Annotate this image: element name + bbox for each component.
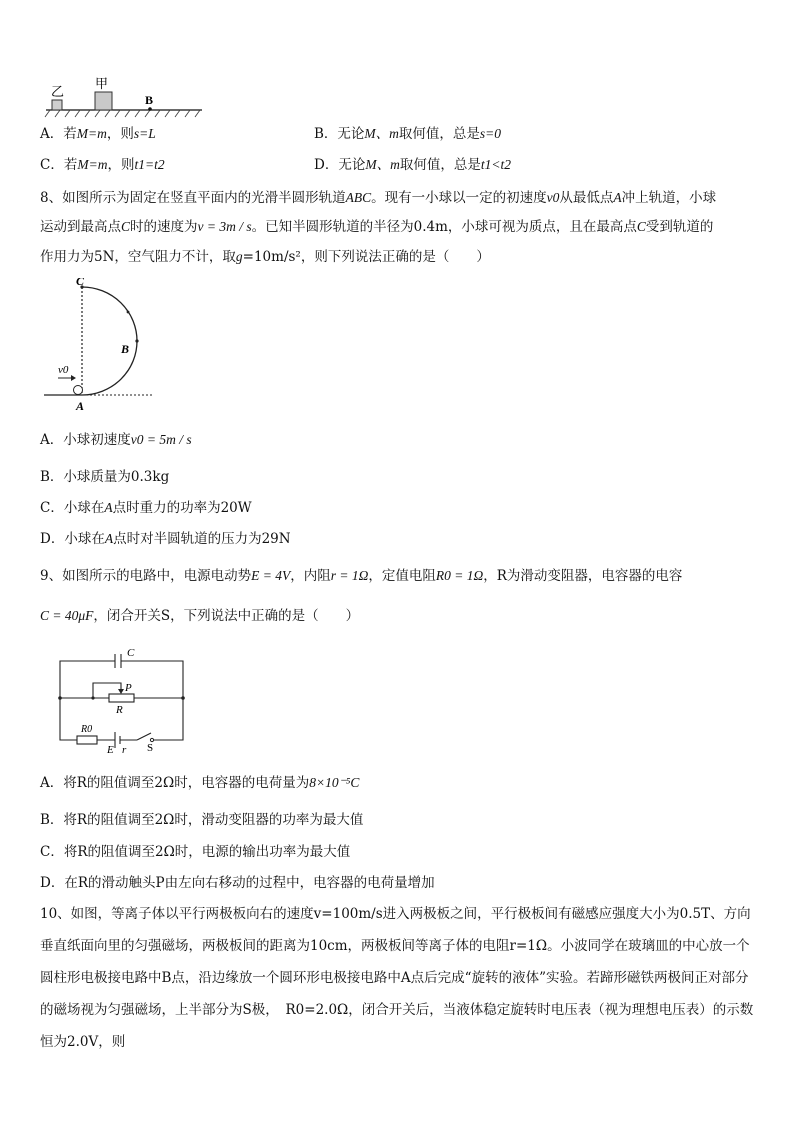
q9-option-a: A．将R的阻值调至2Ω时，电容器的电荷量为8×10⁻⁵C bbox=[40, 775, 360, 791]
q9-circuit bbox=[55, 645, 190, 757]
q9-option-b: B．将R的阻值调至2Ω时，滑动变阻器的功率为最大值 bbox=[40, 812, 364, 828]
q8-option-b: B．小球质量为0.3kg bbox=[40, 469, 170, 485]
label-b: B bbox=[121, 342, 130, 356]
point-b bbox=[148, 107, 152, 111]
q9-option-c: C．将R的阻值调至2Ω时，电源的输出功率为最大值 bbox=[40, 844, 351, 860]
label-jia: 甲 bbox=[95, 76, 109, 91]
q7-option-a: A．若M=m，则s=L bbox=[40, 126, 156, 142]
label-r0: R0 bbox=[81, 724, 93, 735]
label-capacitor: C bbox=[127, 647, 135, 659]
block-yi bbox=[52, 100, 62, 110]
q8-option-a: A．小球初速度v0 = 5m / s bbox=[40, 432, 192, 448]
ball bbox=[74, 386, 83, 395]
q9-option-d: D．在R的滑动触头P由左向右移动的过程中，电容器的电荷量增加 bbox=[40, 875, 435, 891]
q10-stem: 10、如图，等离子体以平行两极板向右的速度v=100m/s进入两极板之间，平行极板间有磁感应强度大小为0.5T、方向垂直纸面向里的匀强磁场，两极板间的距离为10cm，两极板间等离子体的电阻r=1Ω。小波同学在玻璃皿的中心放一个圆柱形电极接电路中B点，沿边缘放一个圆环形电极接电路中A点后完成“旋转的液体”实验。若蹄形磁铁两极间正对部分的磁场视为匀强磁场，上半部分为S极， R0=2.0Ω，闭合开关后，当液体稳定旋转时电压表（视为理想电压表）的示数恒为2.0V，则 bbox=[40, 906, 754, 1050]
label-rheostat: R bbox=[116, 704, 123, 716]
resistor-r0 bbox=[77, 736, 97, 744]
block-jia bbox=[95, 92, 112, 110]
q8-figure bbox=[40, 278, 160, 418]
q8-stem-line3: 作用力为5N，空气阻力不计，取g=10m/s²，则下列说法正确的是（ ） bbox=[40, 249, 490, 265]
label-a: A bbox=[76, 399, 85, 413]
semicircle-track bbox=[82, 287, 137, 395]
q7-option-c: C．若M=m，则t1=t2 bbox=[40, 157, 165, 173]
q9-stem-line1: 9、如图所示的电路中，电源电动势E = 4V，内阻r = 1Ω，定值电阻R0 = 1Ω，R为滑动变阻器，电容器的电容 bbox=[40, 568, 683, 584]
label-internal-r: r bbox=[122, 744, 127, 756]
label-b: B bbox=[145, 93, 154, 107]
q8-stem-line2: 运动到最高点C时的速度为v = 3m / s。已知半圆形轨道的半径为0.4m，小球可视为质点，且在最高点C受到轨道的 bbox=[40, 219, 714, 235]
q8-option-c: C．小球在A点时重力的功率为20W bbox=[40, 500, 252, 516]
q7-option-b: B．无论M、m取何值，总是s=0 bbox=[314, 126, 502, 142]
rheostat-r bbox=[109, 694, 134, 702]
q8-option-d: D．小球在A点时对半圆轨道的压力为29N bbox=[40, 531, 291, 547]
q9-stem-line2: C = 40μF，闭合开关S，下列说法中正确的是（ ） bbox=[40, 608, 360, 624]
label-v0: v0 bbox=[58, 364, 69, 376]
label-yi: 乙 bbox=[51, 84, 65, 99]
label-emf: E bbox=[107, 744, 114, 756]
label-switch: S bbox=[147, 742, 154, 754]
q7-figure bbox=[40, 72, 210, 120]
label-c: C bbox=[76, 278, 85, 288]
label-slider-p: P bbox=[125, 682, 132, 694]
q7-option-d: D．无论M、m取何值，总是t1<t2 bbox=[314, 157, 511, 173]
q8-stem-line1: 8、如图所示为固定在竖直平面内的光滑半圆形轨道ABC。现有一小球以一定的初速度v0从最低点A冲上轨道，小球 bbox=[40, 190, 717, 206]
